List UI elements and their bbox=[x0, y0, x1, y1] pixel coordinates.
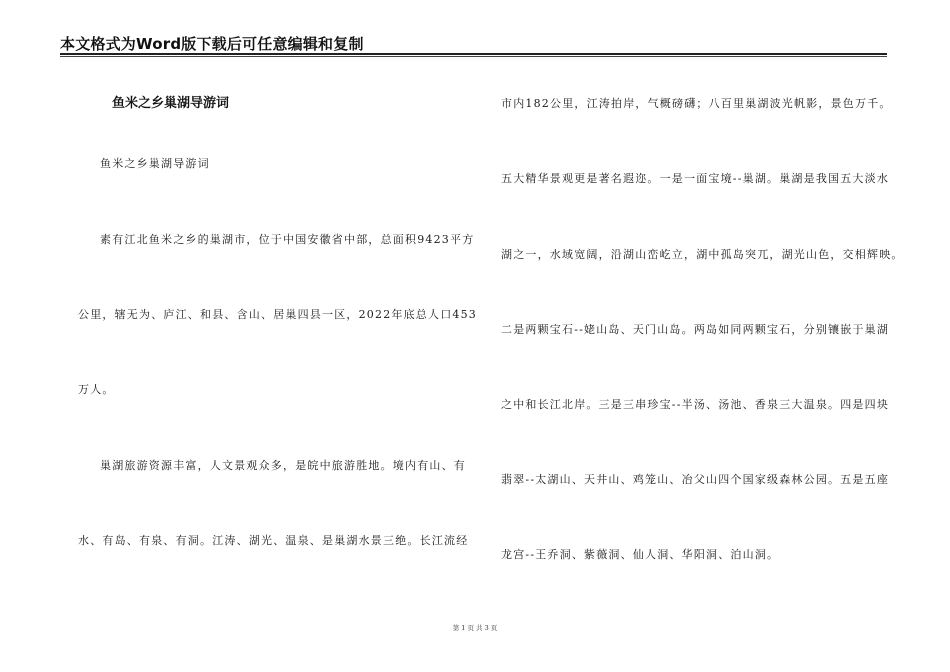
text-line: 二是两颗宝石--姥山岛、天门山岛。两岛如同两颗宝石，分别镶嵌于巢湖 bbox=[501, 323, 890, 336]
document-banner: 本文格式为Word版下载后可任意编辑和复制 bbox=[60, 35, 364, 53]
text-line: 公里，辖无为、庐江、和县、含山、居巢四县一区，2022年底总人口453 bbox=[78, 308, 477, 321]
text-line: 龙宫--王乔洞、紫薇洞、仙人洞、华阳洞、泊山洞。 bbox=[501, 548, 780, 561]
text-line: 万人。 bbox=[78, 383, 115, 396]
text-line: 翡翠--太湖山、天井山、鸡笼山、冶父山四个国家级森林公园。五是五座 bbox=[501, 473, 890, 486]
text-line: 鱼米之乡巢湖导游词 bbox=[100, 157, 210, 170]
text-line: 之中和长江北岸。三是三串珍宝--半汤、汤池、香泉三大温泉。四是四块 bbox=[501, 398, 890, 411]
page-footer: 第 1 页 共 3 页 bbox=[452, 624, 498, 632]
text-line: 五大精华景观更是著名遐迩。一是一面宝境--巢湖。巢湖是我国五大淡水 bbox=[501, 172, 890, 185]
text-line: 巢湖旅游资源丰富，人文景观众多，是皖中旅游胜地。境内有山、有 bbox=[100, 459, 466, 472]
text-line: 湖之一，水域宽阔，沿湖山峦屹立，湖中孤岛突兀，湖光山色，交相辉映。 bbox=[501, 248, 904, 261]
right-column bbox=[501, 0, 904, 640]
text-line: 素有江北鱼米之乡的巢湖市，位于中国安徽省中部，总面积9423平方 bbox=[100, 233, 475, 246]
text-line: 水、有岛、有泉、有洞。江涛、湖光、温泉、是巢湖水景三绝。长江流经 bbox=[78, 534, 469, 547]
text-line: 市内182公里，江涛拍岸，气概磅礴；八百里巢湖波光帆影，景色万千。 bbox=[501, 97, 892, 110]
article-title: 鱼米之乡巢湖导游词 bbox=[112, 96, 230, 111]
